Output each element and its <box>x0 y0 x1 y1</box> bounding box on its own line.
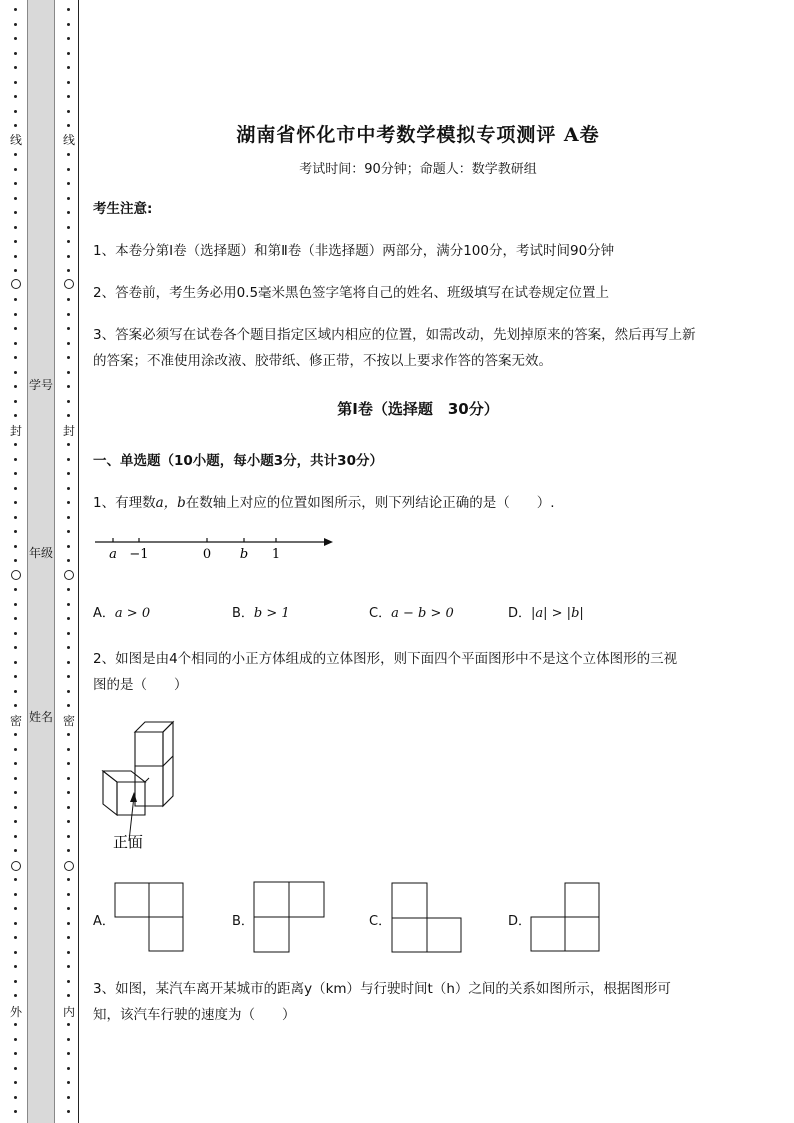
q3-stem-line2: 知，该汽车行驶的速度为（ ） <box>93 1007 296 1023</box>
binding-circle-mark <box>11 279 21 289</box>
binding-label-seal: 封 <box>9 424 22 438</box>
front-arrow-head <box>130 792 137 802</box>
binding-label-inner: 内 <box>62 1005 75 1019</box>
binding-label-line: 线 <box>9 133 22 147</box>
cube-figure <box>93 716 183 856</box>
binding-label-seal: 封 <box>62 424 75 438</box>
axis-label-0: 0 <box>202 547 212 562</box>
part-heading: 一、单选题（10小题，每小题3分，共计30分） <box>93 453 383 469</box>
q2-option-d-figure[interactable] <box>530 882 602 954</box>
cube-face <box>117 782 145 815</box>
notice-item: 的答案；不准使用涂改液、胶带纸、修正带，不按以上要求作答的答案无效。 <box>93 353 552 369</box>
binding-label-secret: 密 <box>62 714 75 728</box>
binding-info-strip <box>27 0 55 1123</box>
binding-circle-mark <box>11 570 21 580</box>
q1-option-b[interactable]: B．b > 1 <box>232 606 290 621</box>
axis-label-neg1: −1 <box>129 547 149 562</box>
number-line-figure <box>93 528 343 562</box>
binding-label-secret: 密 <box>9 714 22 728</box>
binding-circle-mark <box>11 861 21 871</box>
binding-labels-inner <box>62 0 76 1123</box>
binding-border-line <box>78 0 79 1123</box>
axis-label-a: a <box>109 547 117 562</box>
q2-option-d-label[interactable]: D． <box>508 914 532 929</box>
grade-label: 年级 <box>28 546 53 560</box>
axis-label-1: 1 <box>271 547 281 562</box>
q2-option-a-figure[interactable] <box>114 882 184 954</box>
binding-circle-mark <box>64 861 74 871</box>
front-label: 正面 <box>113 833 144 851</box>
q2-option-b-label[interactable]: B． <box>232 914 254 929</box>
name-label: 姓名 <box>28 710 53 724</box>
q3-stem-line1: 3、如图，某汽车离开某城市的距离y（km）与行驶时间t（h）之间的关系如图所示，根据图形可 <box>93 981 671 997</box>
q2-stem-line1: 2、如图是由4个相同的小正方体组成的立体图形，则下面四个平面图形中不是这个立体图形的三视 <box>93 651 678 667</box>
q1-stem: 1、有理数a，b在数轴上对应的位置如图所示，则下列结论正确的是（ ）. <box>93 495 555 511</box>
q1-option-a[interactable]: A．a > 0 <box>93 606 151 621</box>
exam-subtitle: 考试时间：90分钟；命题人：数学教研组 <box>299 162 537 177</box>
q1-option-d[interactable]: D．|a| > |b| <box>508 606 584 621</box>
notice-item: 3、答案必须写在试卷各个题目指定区域内相应的位置，如需改动，先划掉原来的答案，然后再写上新 <box>93 327 696 343</box>
cube-edge <box>163 756 173 766</box>
q2-option-b-figure[interactable] <box>253 881 325 955</box>
notice-heading: 考生注意: <box>93 201 153 217</box>
binding-circle-mark <box>64 279 74 289</box>
student-id-label: 学号 <box>28 378 53 392</box>
q2-option-c-figure[interactable] <box>391 882 463 954</box>
cube-face <box>135 766 163 806</box>
binding-circle-mark <box>64 570 74 580</box>
notice-item: 1、本卷分第Ⅰ卷（选择题）和第Ⅱ卷（非选择题）两部分，满分100分，考试时间90分钟 <box>93 243 615 259</box>
binding-label-outer: 外 <box>9 1005 22 1019</box>
cube-face <box>135 732 163 766</box>
section-title: 第Ⅰ卷（选择题 30分） <box>337 400 499 418</box>
q2-option-a-label[interactable]: A． <box>93 914 115 929</box>
axis-arrow <box>324 538 333 546</box>
axis-label-b: b <box>239 547 249 562</box>
q2-stem-line2: 图的是（ ） <box>93 677 188 693</box>
q1-option-c[interactable]: C．a − b > 0 <box>369 606 454 621</box>
binding-label-line: 线 <box>62 133 75 147</box>
q2-option-c-label[interactable]: C． <box>369 914 392 929</box>
binding-labels-outer <box>9 0 23 1123</box>
notice-item: 2、答卷前，考生务必用0.5毫米黑色签字笔将自己的姓名、班级填写在试卷规定位置上 <box>93 285 610 301</box>
page-title: 湖南省怀化市中考数学模拟专项测评 A卷 <box>236 124 600 146</box>
cube-edge <box>145 778 149 782</box>
cube-face <box>103 771 117 815</box>
